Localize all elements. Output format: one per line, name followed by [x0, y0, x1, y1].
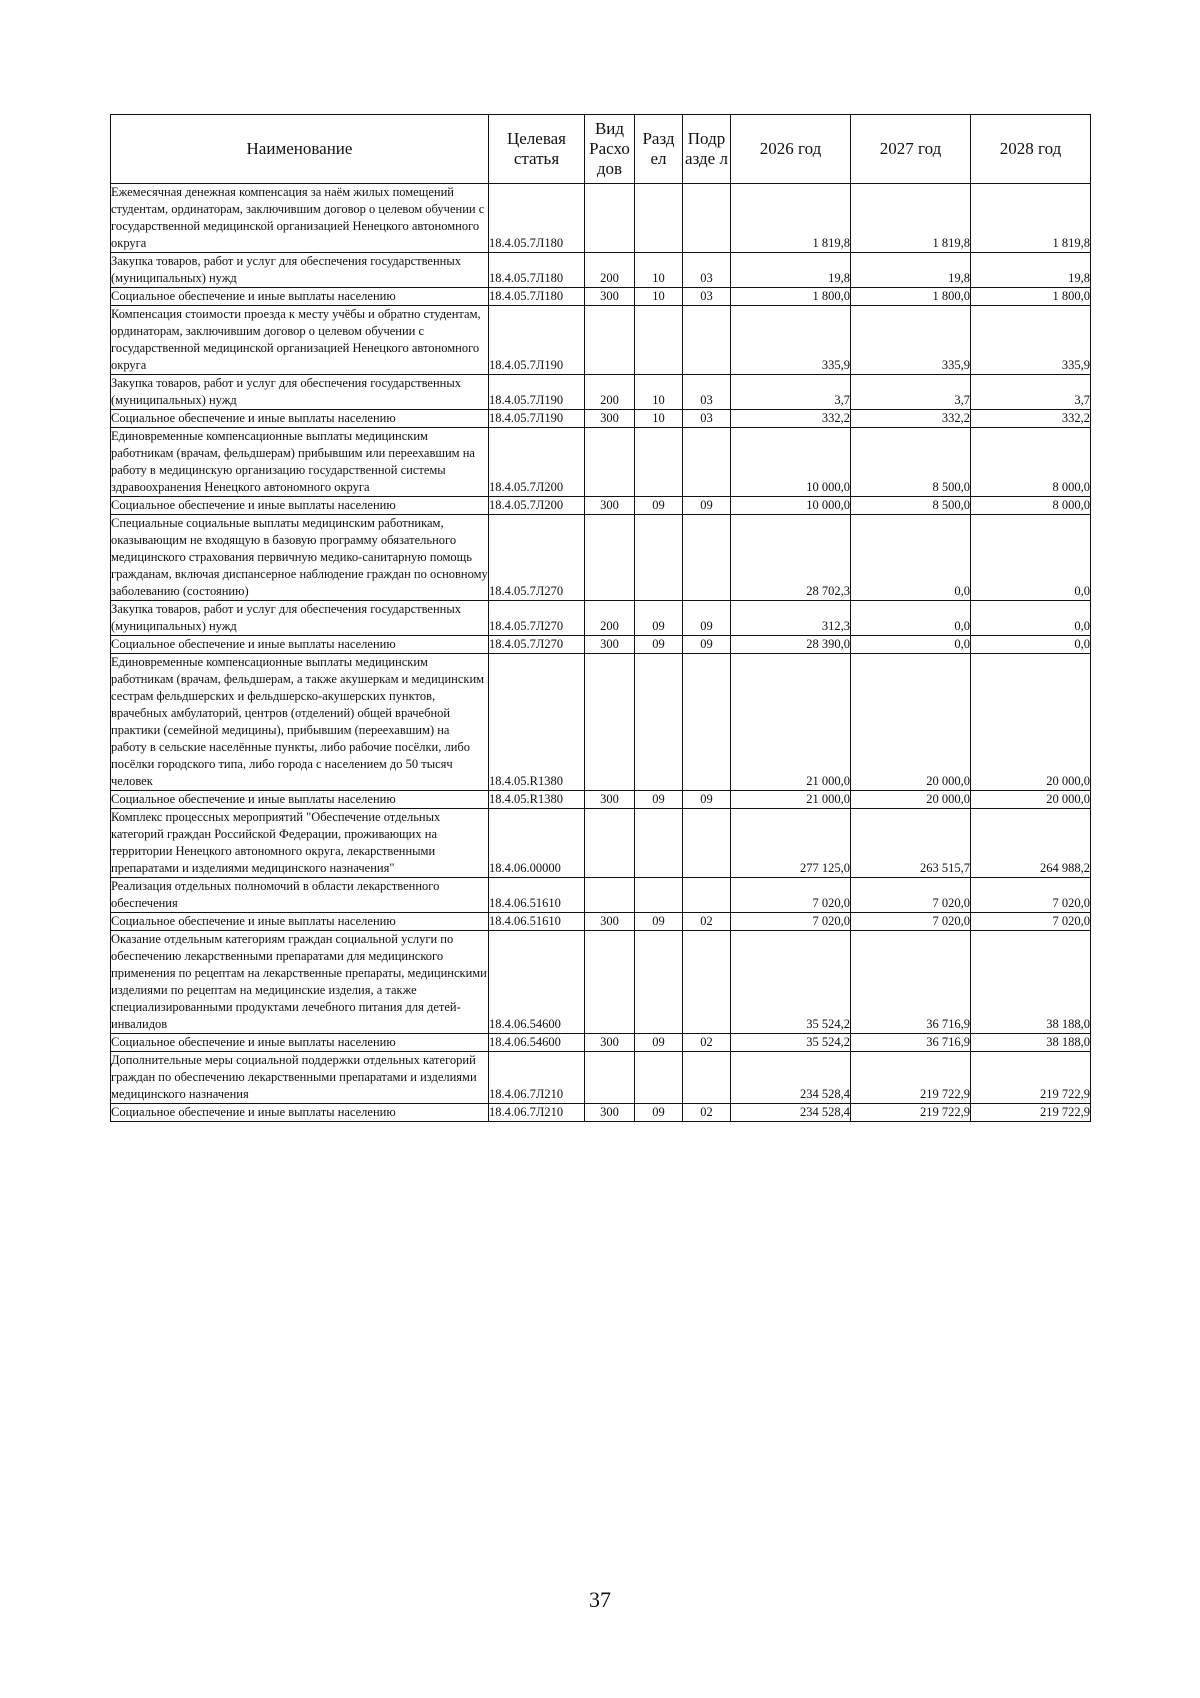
table-row — [111, 809, 1091, 878]
row-name-cell: Социальное обеспечение и иные выплаты населению — [111, 636, 489, 654]
subsection-cell: 09 — [683, 791, 731, 809]
value-2027-cell: 1 819,8 — [851, 184, 971, 253]
value-2028-cell: 1 800,0 — [971, 288, 1091, 306]
section-cell: 10 — [635, 410, 683, 428]
row-name-cell: Ежемесячная денежная компенсация за наём жилых помещений студентам, ординаторам, заключившим договор о целевом обучении с государственной медицинской организацией Ненецкого автономного округа — [111, 184, 489, 253]
row-name-cell: Специальные социальные выплаты медицинским работникам, оказывающим не входящую в базовую программу обязательного медицинского страхования первичную медико-санитарную помощь гражданам, включая диспансерное наблюдение граждан по основному заболеванию (состоянию) — [111, 515, 489, 601]
section-cell — [635, 184, 683, 253]
expense-kind-cell — [585, 931, 635, 1034]
value-2026-cell: 35 524,2 — [731, 1034, 851, 1052]
target-article-cell: 18.4.05.7Л270 — [489, 515, 585, 601]
target-article-cell: 18.4.06.54600 — [489, 931, 585, 1034]
header-name: Наименование — [111, 115, 489, 184]
value-2027-cell: 20 000,0 — [851, 791, 971, 809]
value-2027-cell: 19,8 — [851, 253, 971, 288]
value-2027-cell: 36 716,9 — [851, 1034, 971, 1052]
subsection-cell: 09 — [683, 601, 731, 636]
value-2026-cell: 3,7 — [731, 375, 851, 410]
value-2028-cell: 1 819,8 — [971, 184, 1091, 253]
value-2027-cell: 332,2 — [851, 410, 971, 428]
value-2026-cell: 10 000,0 — [731, 497, 851, 515]
table-row — [111, 410, 1091, 428]
value-2028-cell: 38 188,0 — [971, 931, 1091, 1034]
value-2026-cell: 1 800,0 — [731, 288, 851, 306]
section-cell: 09 — [635, 791, 683, 809]
value-2028-cell: 20 000,0 — [971, 654, 1091, 791]
value-2028-cell: 7 020,0 — [971, 878, 1091, 913]
row-name-cell: Единовременные компенсационные выплаты медицинским работникам (врачам, фельдшерам, а также акушеркам и медицинским сестрам фельдшерских и фельдшерско-акушерских пунктов, врачебных амбулаторий, центров (отделений) общей врачебной практики (семейной медицины), прибывшим (переехавшим) на работу в сельские населённые пункты, либо рабочие посёлки, либо посёлки городского типа, либо города с населением до 50 тысяч человек — [111, 654, 489, 791]
value-2026-cell: 10 000,0 — [731, 428, 851, 497]
section-cell: 09 — [635, 1104, 683, 1122]
section-cell — [635, 809, 683, 878]
value-2026-cell: 21 000,0 — [731, 654, 851, 791]
target-article-cell: 18.4.05.7Л200 — [489, 428, 585, 497]
table-header-row — [111, 115, 1091, 184]
subsection-cell: 02 — [683, 1034, 731, 1052]
value-2026-cell: 7 020,0 — [731, 913, 851, 931]
row-name-cell: Социальное обеспечение и иные выплаты населению — [111, 410, 489, 428]
value-2026-cell: 335,9 — [731, 306, 851, 375]
value-2026-cell: 312,3 — [731, 601, 851, 636]
table-row — [111, 306, 1091, 375]
expense-kind-cell: 300 — [585, 913, 635, 931]
section-cell: 10 — [635, 253, 683, 288]
value-2026-cell: 277 125,0 — [731, 809, 851, 878]
value-2026-cell: 7 020,0 — [731, 878, 851, 913]
section-cell: 09 — [635, 497, 683, 515]
value-2028-cell: 219 722,9 — [971, 1052, 1091, 1104]
target-article-cell: 18.4.05.7Л200 — [489, 497, 585, 515]
value-2026-cell: 19,8 — [731, 253, 851, 288]
row-name-cell: Оказание отдельным категориям граждан социальной услуги по обеспечению лекарственными препаратами для медицинского применения по рецептам на лекарственные препараты, медицинскими изделиями по рецептам на медицинские изделия, а также специализированными продуктами лечебного питания для детей-инвалидов — [111, 931, 489, 1034]
subsection-cell: 03 — [683, 253, 731, 288]
subsection-cell — [683, 428, 731, 497]
expense-kind-cell — [585, 515, 635, 601]
value-2028-cell: 332,2 — [971, 410, 1091, 428]
table-row — [111, 428, 1091, 497]
header-expense-kind: Вид Расхо дов — [585, 115, 635, 184]
section-cell — [635, 515, 683, 601]
value-2026-cell: 28 390,0 — [731, 636, 851, 654]
expense-kind-cell: 200 — [585, 375, 635, 410]
row-name-cell: Реализация отдельных полномочий в области лекарственного обеспечения — [111, 878, 489, 913]
expense-kind-cell — [585, 878, 635, 913]
value-2026-cell: 28 702,3 — [731, 515, 851, 601]
value-2028-cell: 38 188,0 — [971, 1034, 1091, 1052]
target-article-cell: 18.4.06.7Л210 — [489, 1104, 585, 1122]
subsection-cell: 03 — [683, 375, 731, 410]
target-article-cell: 18.4.05.7Л270 — [489, 601, 585, 636]
value-2026-cell: 21 000,0 — [731, 791, 851, 809]
row-name-cell: Единовременные компенсационные выплаты медицинским работникам (врачам, фельдшерам) прибывшим или переехавшим на работу в медицинскую организацию государственной системы здравоохранения Ненецкого автономного округа — [111, 428, 489, 497]
value-2027-cell: 8 500,0 — [851, 497, 971, 515]
row-name-cell: Социальное обеспечение и иные выплаты населению — [111, 1034, 489, 1052]
value-2027-cell: 7 020,0 — [851, 913, 971, 931]
target-article-cell: 18.4.05.7Л180 — [489, 288, 585, 306]
value-2028-cell: 7 020,0 — [971, 913, 1091, 931]
subsection-cell — [683, 654, 731, 791]
row-name-cell: Комплекс процессных мероприятий "Обеспечение отдельных категорий граждан Российской Федерации, проживающих на территории Ненецкого автономного округа, лекарственными препаратами и изделиями медицинского назначения" — [111, 809, 489, 878]
section-cell — [635, 654, 683, 791]
expense-kind-cell — [585, 306, 635, 375]
section-cell: 09 — [635, 636, 683, 654]
value-2028-cell: 8 000,0 — [971, 428, 1091, 497]
value-2028-cell: 264 988,2 — [971, 809, 1091, 878]
section-cell — [635, 878, 683, 913]
row-name-cell: Социальное обеспечение и иные выплаты населению — [111, 913, 489, 931]
expense-kind-cell — [585, 1052, 635, 1104]
table-row — [111, 878, 1091, 913]
row-name-cell: Социальное обеспечение и иные выплаты населению — [111, 497, 489, 515]
expense-kind-cell — [585, 654, 635, 791]
value-2027-cell: 20 000,0 — [851, 654, 971, 791]
target-article-cell: 18.4.06.7Л210 — [489, 1052, 585, 1104]
expense-kind-cell: 300 — [585, 636, 635, 654]
value-2027-cell: 335,9 — [851, 306, 971, 375]
target-article-cell: 18.4.05.7Л190 — [489, 306, 585, 375]
row-name-cell: Социальное обеспечение и иные выплаты населению — [111, 791, 489, 809]
row-name-cell: Закупка товаров, работ и услуг для обеспечения государственных (муниципальных) нужд — [111, 601, 489, 636]
target-article-cell: 18.4.05.7Л270 — [489, 636, 585, 654]
section-cell — [635, 306, 683, 375]
table-row — [111, 636, 1091, 654]
subsection-cell: 03 — [683, 410, 731, 428]
target-article-cell: 18.4.06.54600 — [489, 1034, 585, 1052]
subsection-cell: 03 — [683, 288, 731, 306]
value-2028-cell: 335,9 — [971, 306, 1091, 375]
value-2026-cell: 234 528,4 — [731, 1104, 851, 1122]
value-2028-cell: 3,7 — [971, 375, 1091, 410]
expense-kind-cell: 300 — [585, 410, 635, 428]
subsection-cell: 09 — [683, 497, 731, 515]
expense-kind-cell: 200 — [585, 253, 635, 288]
row-name-cell: Закупка товаров, работ и услуг для обеспечения государственных (муниципальных) нужд — [111, 375, 489, 410]
expense-kind-cell: 200 — [585, 601, 635, 636]
section-cell — [635, 1052, 683, 1104]
table-row — [111, 375, 1091, 410]
expense-kind-cell — [585, 428, 635, 497]
section-cell: 09 — [635, 913, 683, 931]
value-2027-cell: 0,0 — [851, 601, 971, 636]
target-article-cell: 18.4.05.R1380 — [489, 654, 585, 791]
value-2027-cell: 219 722,9 — [851, 1104, 971, 1122]
section-cell — [635, 428, 683, 497]
value-2027-cell: 8 500,0 — [851, 428, 971, 497]
target-article-cell: 18.4.05.7Л190 — [489, 410, 585, 428]
value-2028-cell: 0,0 — [971, 636, 1091, 654]
value-2027-cell: 1 800,0 — [851, 288, 971, 306]
value-2028-cell: 20 000,0 — [971, 791, 1091, 809]
table-row — [111, 1034, 1091, 1052]
table-row — [111, 601, 1091, 636]
target-article-cell: 18.4.06.51610 — [489, 878, 585, 913]
expense-kind-cell: 300 — [585, 1104, 635, 1122]
subsection-cell: 02 — [683, 913, 731, 931]
value-2026-cell: 234 528,4 — [731, 1052, 851, 1104]
table-row — [111, 497, 1091, 515]
header-year-2028: 2028 год — [971, 115, 1091, 184]
section-cell — [635, 931, 683, 1034]
target-article-cell: 18.4.05.7Л180 — [489, 253, 585, 288]
page-number: 37 — [589, 1587, 611, 1612]
value-2028-cell: 219 722,9 — [971, 1104, 1091, 1122]
subsection-cell: 02 — [683, 1104, 731, 1122]
target-article-cell: 18.4.05.7Л180 — [489, 184, 585, 253]
target-article-cell: 18.4.06.51610 — [489, 913, 585, 931]
value-2027-cell: 0,0 — [851, 636, 971, 654]
expense-kind-cell — [585, 809, 635, 878]
subsection-cell — [683, 515, 731, 601]
row-name-cell: Дополнительные меры социальной поддержки отдельных категорий граждан по обеспечению лекарственными препаратами и изделиями медицинского назначения — [111, 1052, 489, 1104]
table-row — [111, 931, 1091, 1034]
subsection-cell — [683, 809, 731, 878]
section-cell: 09 — [635, 601, 683, 636]
value-2027-cell: 7 020,0 — [851, 878, 971, 913]
section-cell: 10 — [635, 375, 683, 410]
value-2026-cell: 332,2 — [731, 410, 851, 428]
table-row — [111, 654, 1091, 791]
value-2027-cell: 0,0 — [851, 515, 971, 601]
expense-kind-cell: 300 — [585, 497, 635, 515]
table-row — [111, 913, 1091, 931]
table-row — [111, 1052, 1091, 1104]
subsection-cell — [683, 1052, 731, 1104]
table-row — [111, 515, 1091, 601]
header-year-2026: 2026 год — [731, 115, 851, 184]
header-target-article: Целевая статья — [489, 115, 585, 184]
section-cell: 10 — [635, 288, 683, 306]
header-year-2027: 2027 год — [851, 115, 971, 184]
row-name-cell: Компенсация стоимости проезда к месту учёбы и обратно студентам, ординаторам, заключившим договор о целевом обучении с государственной медицинской организацией Ненецкого автономного округа — [111, 306, 489, 375]
subsection-cell — [683, 184, 731, 253]
value-2028-cell: 19,8 — [971, 253, 1091, 288]
header-section: Разд ел — [635, 115, 683, 184]
row-name-cell: Закупка товаров, работ и услуг для обеспечения государственных (муниципальных) нужд — [111, 253, 489, 288]
target-article-cell: 18.4.06.00000 — [489, 809, 585, 878]
target-article-cell: 18.4.05.R1380 — [489, 791, 585, 809]
value-2028-cell: 8 000,0 — [971, 497, 1091, 515]
subsection-cell: 09 — [683, 636, 731, 654]
row-name-cell: Социальное обеспечение и иные выплаты населению — [111, 288, 489, 306]
row-name-cell: Социальное обеспечение и иные выплаты населению — [111, 1104, 489, 1122]
expense-kind-cell: 300 — [585, 791, 635, 809]
value-2028-cell: 0,0 — [971, 601, 1091, 636]
table-row — [111, 253, 1091, 288]
subsection-cell — [683, 878, 731, 913]
subsection-cell — [683, 931, 731, 1034]
subsection-cell — [683, 306, 731, 375]
table-row — [111, 288, 1091, 306]
table-row — [111, 791, 1091, 809]
expense-kind-cell — [585, 184, 635, 253]
table-row — [111, 1104, 1091, 1122]
expense-kind-cell: 300 — [585, 1034, 635, 1052]
value-2026-cell: 1 819,8 — [731, 184, 851, 253]
expense-kind-cell: 300 — [585, 288, 635, 306]
value-2028-cell: 0,0 — [971, 515, 1091, 601]
target-article-cell: 18.4.05.7Л190 — [489, 375, 585, 410]
section-cell: 09 — [635, 1034, 683, 1052]
value-2026-cell: 35 524,2 — [731, 931, 851, 1034]
value-2027-cell: 36 716,9 — [851, 931, 971, 1034]
value-2027-cell: 3,7 — [851, 375, 971, 410]
value-2027-cell: 219 722,9 — [851, 1052, 971, 1104]
value-2027-cell: 263 515,7 — [851, 809, 971, 878]
budget-table — [110, 114, 1091, 1122]
header-subsection: Подр азде л — [683, 115, 731, 184]
table-row — [111, 184, 1091, 253]
